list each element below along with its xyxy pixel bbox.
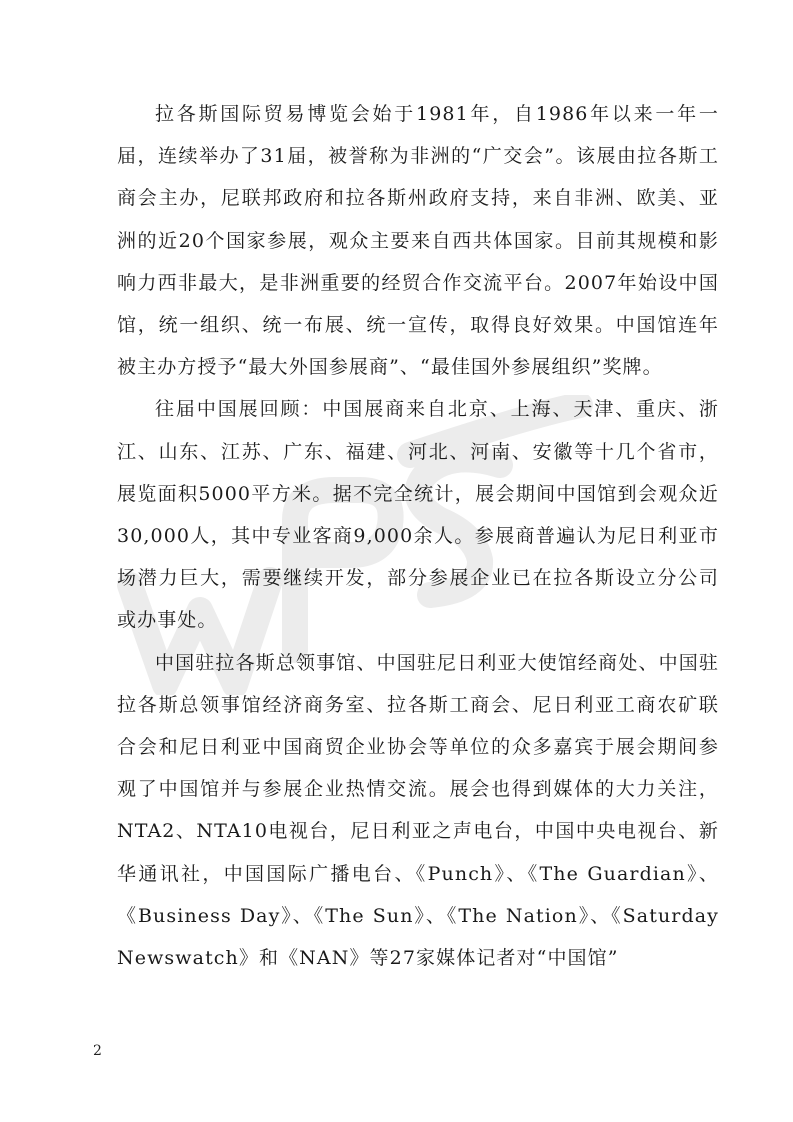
paragraph-past-review: 往届中国展回顾：中国展商来自北京、上海、天津、重庆、浙江、山东、江苏、广东、福建、河北、河南、安徽等十几个省市，展览面积5000平方米。据不完全统计，展会期间中国馆到会观众近30,000人，其中专业客商9,000余人。参展商普遍认为尼日利亚市场潜力巨大，需要继续开发，部分参展企业已在拉各斯设立分公司或办事处。 bbox=[117, 398, 719, 632]
page-number: 2 bbox=[93, 1043, 102, 1059]
paragraph-guests-media: 中国驻拉各斯总领事馆、中国驻尼日利亚大使馆经商处、中国驻拉各斯总领事馆经济商务室、拉各斯工商会、尼日利亚工商农矿联合会和尼日利亚中国商贸企业协会等单位的众多嘉宾于展会期间参观了中国馆并与参展企业热情交流。展会也得到媒体的大力关注，NTA2、NTA10电视台，尼日利亚之声电台，中国中央电视台、新华通讯社，中国国际广播电台、《Punch》、《The Guardian》、《Business Day》、《The Sun》、《The Nation》、《Saturday Newswatch》和《NAN》等27家媒体记者对“中国馆” bbox=[117, 651, 719, 970]
paragraph-expo-intro: 拉各斯国际贸易博览会始于1981年，自1986年以来一年一届，连续举办了31届，被誉称为非洲的“广交会”。该展由拉各斯工商会主办，尼联邦政府和拉各斯州政府支持，来自非洲、欧美、亚洲的近20个国家参展，观众主要来自西共体国家。目前其规模和影响力西非最大，是非洲重要的经贸合作交流平台。2007年始设中国馆，统一组织、统一布展、统一宣传，取得良好效果。中国馆连年被主办方授予“最大外国参展商”、“最佳国外参展组织”奖牌。 bbox=[117, 103, 719, 379]
document-body bbox=[117, 93, 719, 979]
